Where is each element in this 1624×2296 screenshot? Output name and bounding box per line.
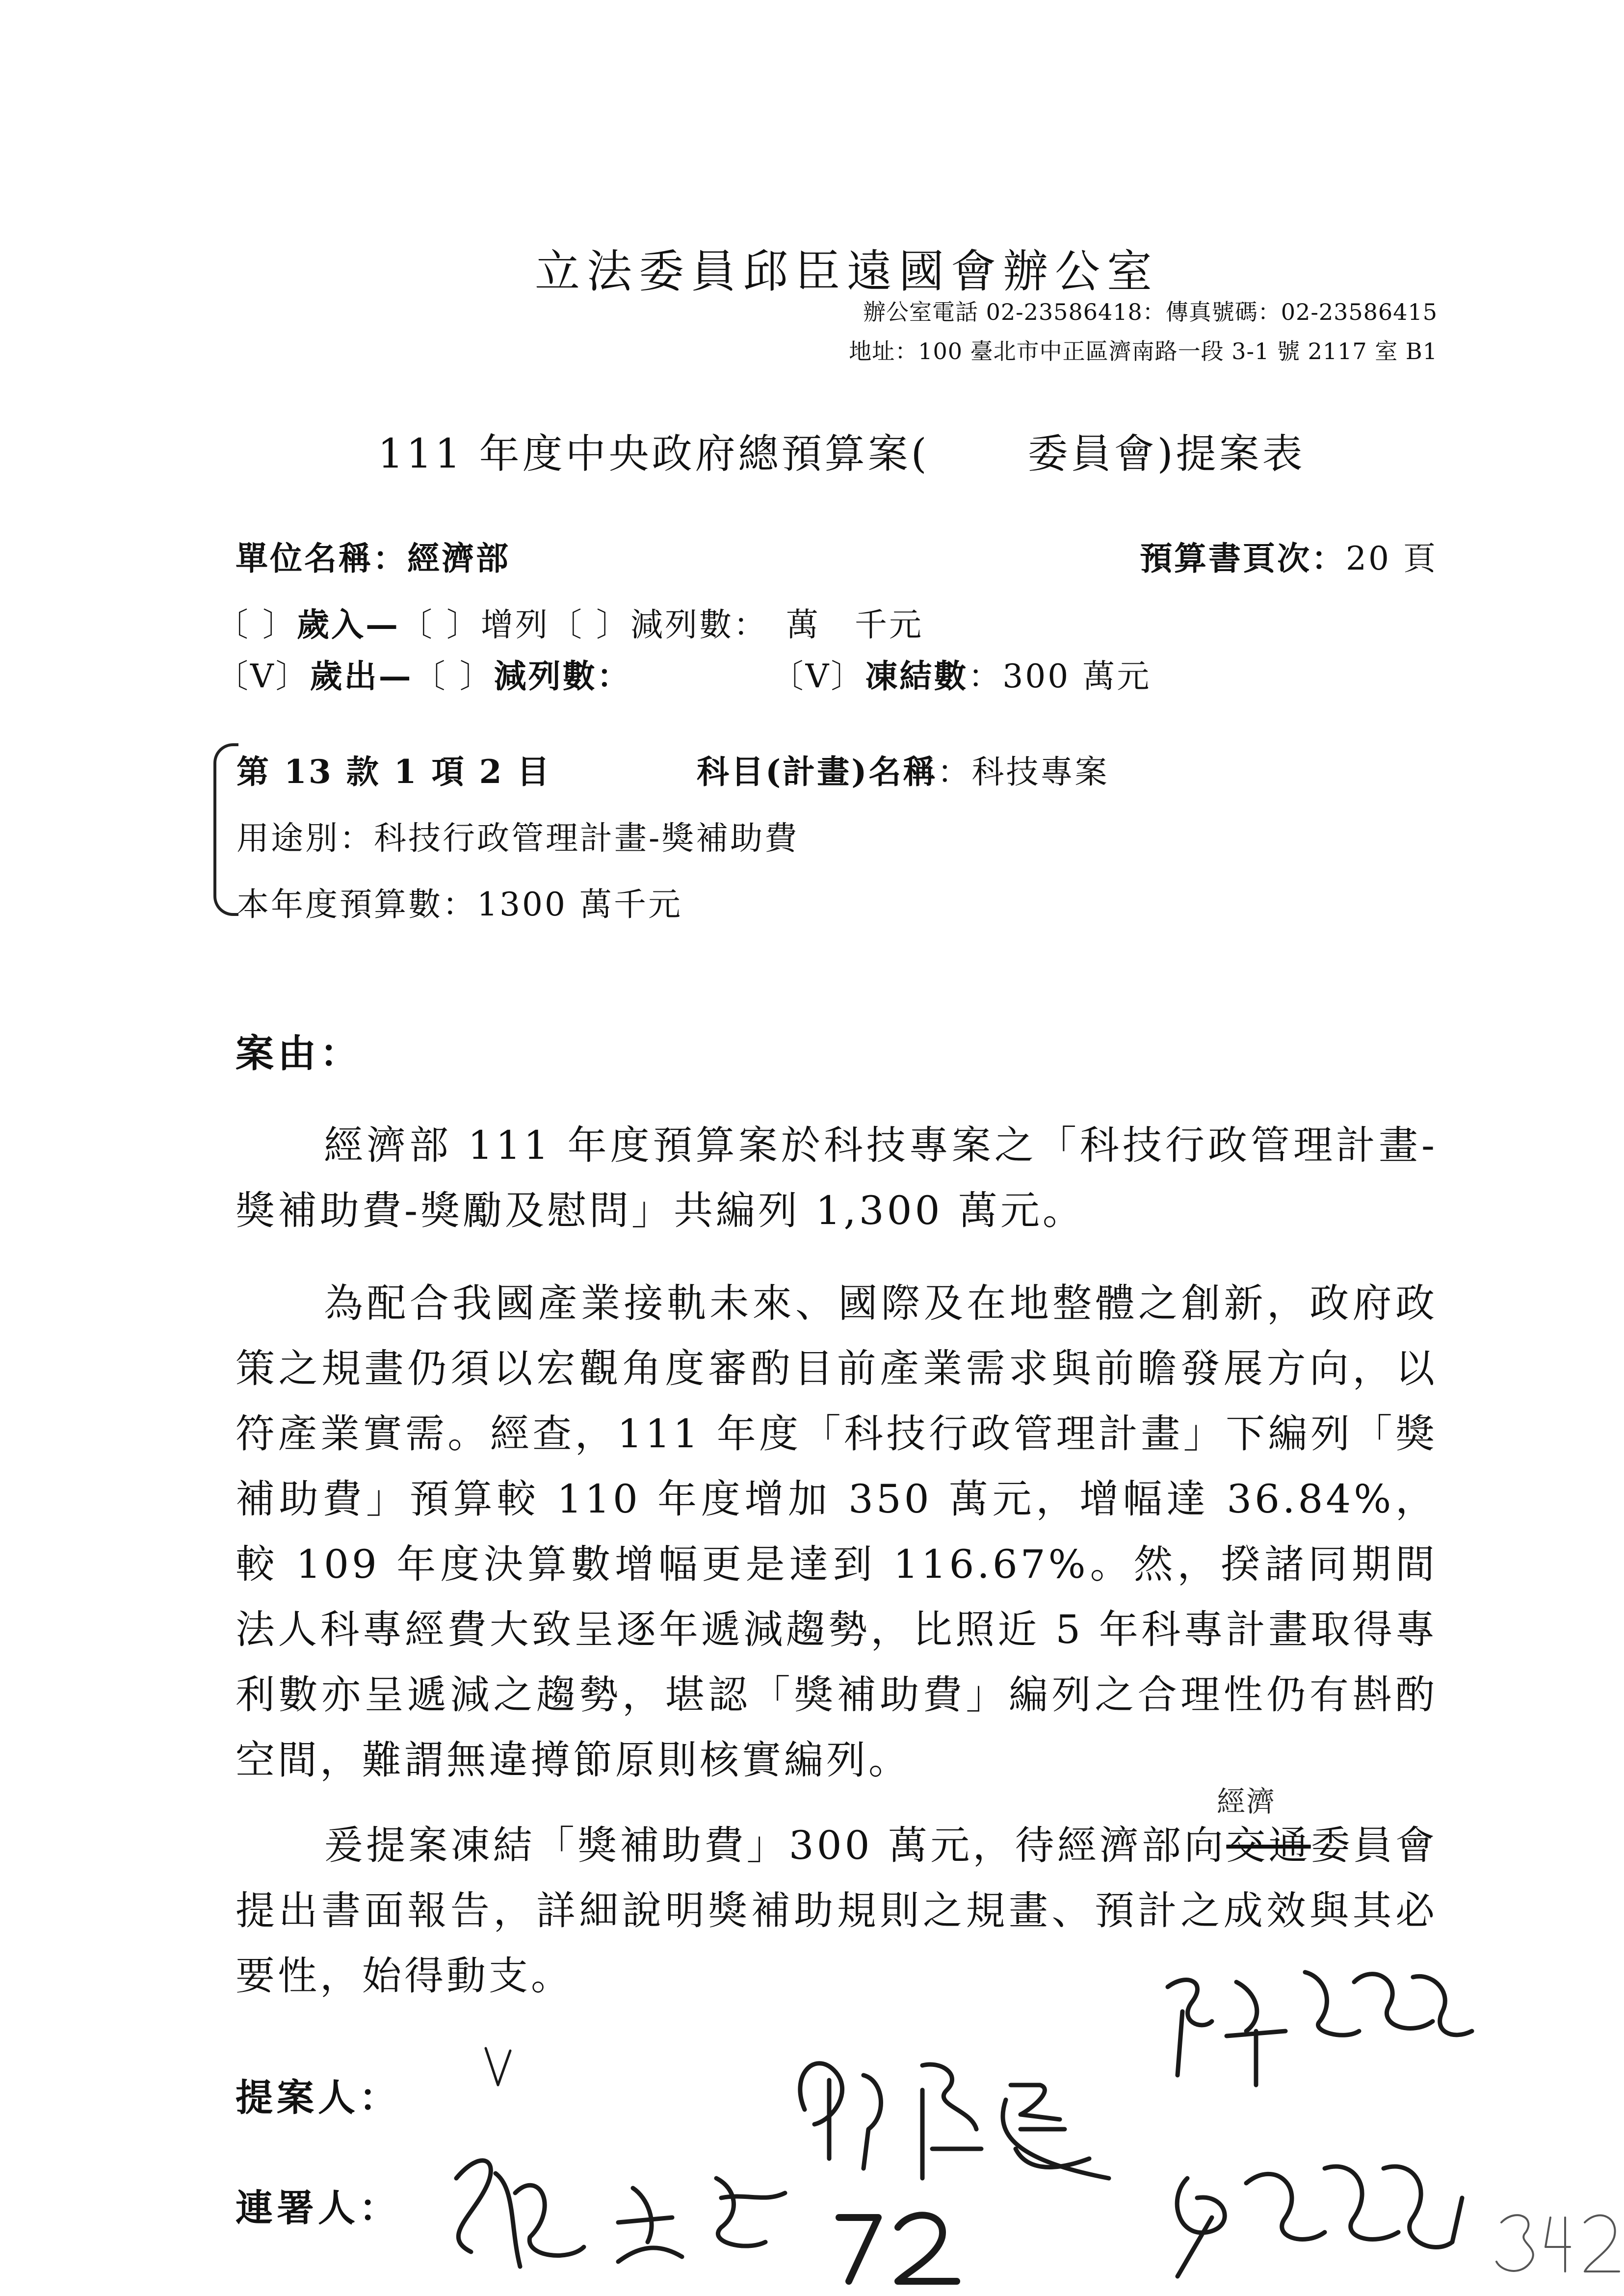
item-section: 第 13 款 1 項 2 目: [236, 753, 551, 791]
office-title: 立法委員邱臣遠國會辦公室: [535, 245, 1159, 298]
handwritten-342: [1496, 2215, 1619, 2271]
cosigner-signature-3: [1177, 2166, 1462, 2276]
subject-value: ：科技專案: [937, 753, 1109, 791]
expense-checkbox: 〔V〕: [216, 657, 310, 695]
cosigner-signature-2: [1168, 1972, 1472, 2085]
freeze-value: ：300 萬元: [968, 657, 1152, 695]
unit-label: 單位名稱：: [236, 539, 407, 577]
reduce-checkbox: 〔 〕: [413, 657, 494, 695]
check-mark: [486, 2048, 510, 2085]
cosigner-label: 連署人：: [236, 2186, 400, 2230]
p3-before: 爰提案凍結「獎補助費」300 萬元，待經濟部向: [324, 1823, 1227, 1868]
handwritten-72: [839, 2215, 957, 2281]
expense-label: 歲出—: [310, 657, 413, 695]
struck-text: 交通: [1226, 1823, 1311, 1868]
unit-value: 經濟部: [407, 539, 510, 577]
item-amount: 本年度預算數：1300 萬千元: [236, 886, 682, 923]
revenue-label: 歲入—: [296, 605, 400, 644]
form-title-right: 委員會)提案表: [1027, 431, 1306, 477]
budget-page-label: 預算書頁次：: [1140, 539, 1346, 577]
budget-page-value: 20 頁: [1346, 540, 1438, 577]
office-contact: 辦公室電話 02-23586418：傳真號碼：02-23586415: [863, 299, 1438, 325]
p3-after: 委員會提出書面報告，詳細說明獎補助規則之規畫、預計之成效與其必要性，始得動支。: [236, 1823, 1438, 1999]
reason-paragraph-1: 經濟部 111 年度預算案於科技專案之「科技行政管理計畫-獎補助費-獎勵及慰問」共編列 1,300 萬元。: [236, 1122, 1438, 1233]
freeze-checkbox: 〔V〕: [771, 657, 865, 695]
cosigner-signature-1: [456, 2161, 785, 2267]
revenue-rest: 〔 〕增列〔 〕減列數： 萬 千元: [399, 606, 923, 644]
item-usage: 用途別：科技行政管理計畫-獎補助費: [236, 819, 799, 857]
proposer-label: 提案人：: [236, 2076, 400, 2119]
handwritten-correction: 經濟: [1217, 1785, 1276, 1818]
form-title-left: 111 年度中央政府總預算案(: [378, 431, 930, 477]
office-address: 地址：100 臺北市中正區濟南路一段 3-1 號 2117 室 B1: [849, 338, 1438, 365]
subject-label: 科目(計畫)名稱: [697, 753, 938, 791]
reason-heading: 案由：: [236, 1031, 363, 1076]
reduce-label: 減列數：: [494, 657, 631, 695]
reason-paragraph-2: 為配合我國產業接軌未來、國際及在地整體之創新，政府政策之規畫仍須以宏觀角度審酌目前產業需求與前瞻發展方向，以符產業實需。經查，111 年度「科技行政管理計畫」下編列「獎補助費」預算較 110 年度增加 350 萬元，增幅達 36.84%，較 109 年度決算數增幅更是達到 116.67%。然，揆諸同期間法人科專經費大致呈逐年遞減趨勢，比照近 5 年科專計畫取得專利數亦呈遞減之趨勢，堪認「獎補助費」編列之合理性仍有斟酌空間，難謂無違撙節原則核實編列。: [236, 1280, 1438, 1783]
proposer-signature: [800, 2063, 1109, 2178]
revenue-checkbox: 〔 〕: [216, 606, 297, 644]
freeze-label: 凍結數: [865, 657, 969, 695]
